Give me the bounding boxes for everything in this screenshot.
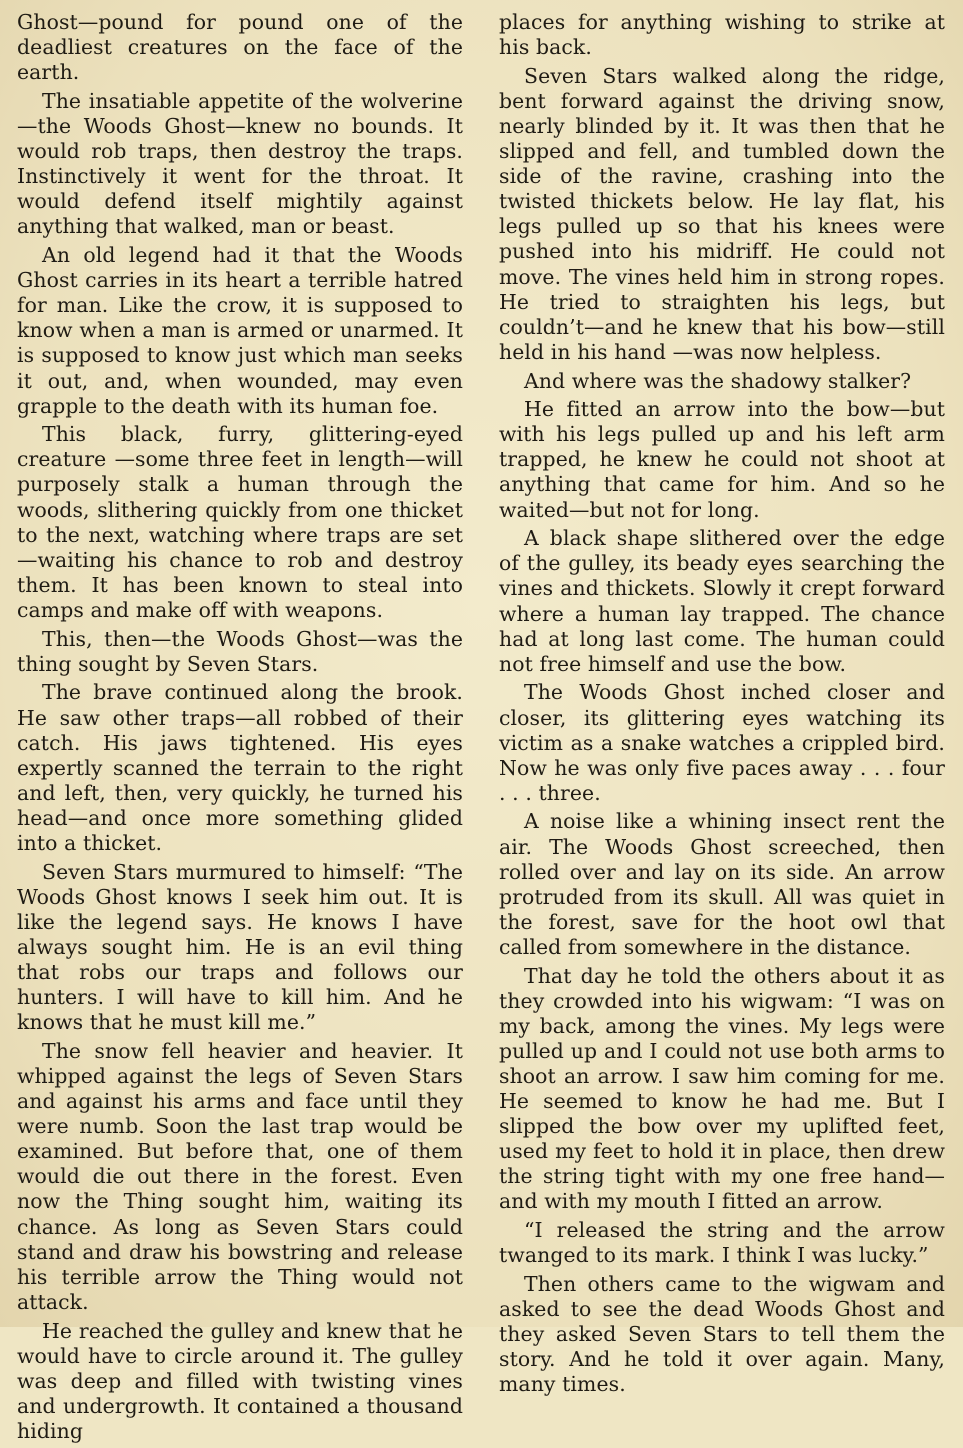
paragraph: The snow fell heavier and heavier. It whipped against the legs of Seven Stars and against his arms and face until they were numb. Soon the last trap would be examined. But before that, one of them would die out there in the forest. Even now the Thing sought him, waiting its chance. As long as Seven Stars could stand and draw his bowstring and release his terrible arrow the Thing would not attack.	[17, 1038, 463, 1314]
paragraph: Seven Stars murmured to himself: “The Woods Ghost knows I seek him out. It is like the legend says. He knows I have always sought him. He is an evil thing that robs our traps and follows our hunters. I will have to kill him. And he knows that he must kill me.”	[17, 859, 463, 1035]
right-column	[499, 10, 945, 1401]
paragraph: The insatiable appetite of the wolverine—the Woods Ghost—knew no bounds. It would rob traps, then destroy the traps. Instinctively it went for the throat. It would defend itself mightily against anything that walked, man or beast.	[17, 88, 463, 239]
paragraph: Ghost—pound for pound one of the deadliest creatures on the face of the earth.	[17, 10, 463, 85]
paragraph: places for anything wishing to strike at his back.	[499, 10, 945, 60]
paragraph: Seven Stars walked along the ridge, bent forward against the driving snow, nearly blinded by it. It was then that he slipped and fell, and tumbled down the side of the ravine, crashing into the twisted thickets below. He lay flat, his legs pulled up so that his knees were pushed into his midriff. He could not move. The vines held him in strong ropes. He tried to straighten his legs, but couldn’t—and he knew that his bow—still held in his hand —was now helpless.	[499, 63, 945, 364]
paragraph: This, then—the Woods Ghost—was the thing sought by Seven Stars.	[17, 626, 463, 676]
paragraph: The brave continued along the brook. He saw other traps—all robbed of their catch. His jaws tightened. His eyes expertly scanned the terrain to the right and left, then, very quickly, he turned his head—and once more something glided into a thicket.	[17, 680, 463, 855]
paragraph: That day he told the others about it as they crowded into his wigwam: “I was on my back, among the vines. My legs were pulled up and I could not use both arms to shoot an arrow. I saw him coming for me. He seemed to know he had me. But I slipped the bow over my uplifted feet, used my feet to hold it in place, then drew the string tight with my one free hand—and with my mouth I fitted an arrow.	[499, 963, 945, 1214]
paragraph: This black, furry, glittering-eyed creature —some three feet in length—will purposely stalk a human through the woods, slithering quickly from one thicket to the next, watching where traps are set—waiting his chance to rob and destroy them. It has been known to steal into camps and make off with weapons.	[17, 422, 463, 622]
paragraph: An old legend had it that the Woods Ghost carries in its heart a terrible hatred for man. Like the crow, it is supposed to know when a man is armed or unarmed. It is supposed to know just which man seeks it out, and, when wounded, may even grapple to the death with its human foe.	[17, 243, 463, 418]
paragraph: A black shape slithered over the edge of the gulley, its beady eyes searching the vines and thickets. Slowly it crept forward where a human lay trapped. The chance had at long last come. The human could not free himself and use the bow.	[499, 526, 945, 676]
paragraph: The Woods Ghost inched closer and closer, its glittering eyes watching its victim as a snake watches a crippled bird. Now he was only five paces away . . . four . . . three.	[499, 680, 945, 805]
paragraph: And where was the shadowy stalker?	[524, 368, 912, 393]
paragraph: He reached the gulley and knew that he would have to circle around it. The gulley was deep and filled with twisting vines and undergrowth. It contained a thousand hiding	[17, 1318, 463, 1443]
paragraph: He fitted an arrow into the bow—but with his legs pulled up and his left arm trapped, he knew he could not shoot at anything that came for him. And so he waited—but not for long.	[499, 397, 945, 522]
paragraph: A noise like a whining insect rent the air. The Woods Ghost screeched, then rolled over and lay on its side. An arrow protruded from its skull. All was quiet in the forest, save for the hoot owl that called from somewhere in the distance.	[499, 809, 945, 959]
left-column	[17, 10, 463, 1448]
paragraph: “I released the string and the arrow twanged to its mark. I think I was lucky.”	[499, 1218, 945, 1268]
paragraph: Then others came to the wigwam and asked to see the dead Woods Ghost and they asked Seven Stars to tell them the story. And he told it over again. Many, many times.	[499, 1271, 945, 1397]
